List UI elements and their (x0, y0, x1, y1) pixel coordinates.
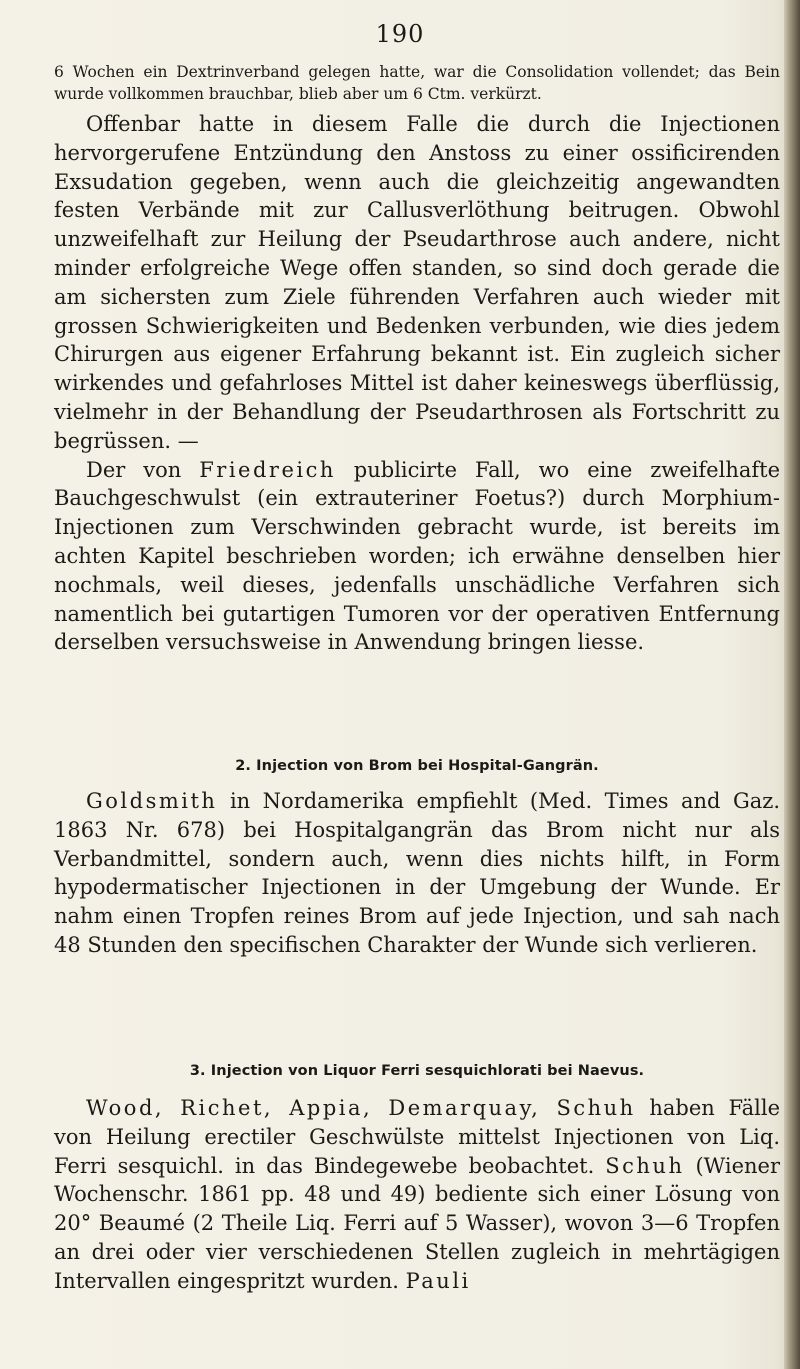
authors-naevus: Wood, Richet, Appia, Demarquay, Schuh (86, 1096, 636, 1120)
paragraph-friedreich-text: publicirte Fall, wo eine zweifelhafte Bauchgeschwulst (ein extrauteriner Foetus?) durch Morphium-Injectionen zum Verschwinden gebracht wurde, ist bereits im achten Kapitel beschrieben worden; ich erwähne denselben hier nochmals, weil dieses, jedenfalls unschädliche Verfahren sich namentlich bei gutartigen Tumoren vor der operativen Entfernung derselben versuchsweise in Anwendung bringen liesse. (54, 457, 781, 655)
body-text-block-2 (54, 787, 780, 960)
author-friedreich: Friedreich (199, 457, 336, 482)
page-edge-shadow (784, 0, 800, 1369)
paragraph-naevus-text-1: haben Fälle von Heilung erectiler Geschwülste mittelst Injectionen von Liq. Ferri sesquichl. in das Bindegewebe beobachtet. (54, 1096, 780, 1178)
body-text-block-1 (54, 110, 780, 657)
section-heading-liquor-ferri: 3. Injection von Liquor Ferri sesquichlorati bei Naevus. (189, 1063, 645, 1079)
paragraph-goldsmith (54, 787, 780, 960)
paragraph-naevus-text-2: (Wiener Wochenschr. 1861 pp. 48 und 49) bediente sich einer Lösung von 20° Beaumé (2 Theile Liq. Ferri auf 5 Wasser), wovon 3—6 Tropfen an drei oder vier verschiedenen Stellen zugleich in mehrtägigen Intervallen eingespritzt wurden. (54, 1153, 781, 1293)
body-text-block-3 (54, 1094, 780, 1296)
section-heading-brom: 2. Injection von Brom bei Hospital-Gangrän. (235, 758, 599, 774)
author-pauli: Pauli (405, 1268, 471, 1293)
paragraph-goldsmith-text: in Nordamerika empfiehlt (Med. Times and Gaz. 1863 Nr. 678) bei Hospitalgangrän das Brom nicht nur als Verbandmittel, sondern auch, wenn dies nichts hilft, in Form hypodermatischer Injectionen in der Umgebung der Wunde. Er nahm einen Tropfen reines Brom auf jede Injection, und sah nach 48 Stunden den specifischen Charakter der Wunde sich verlieren. (54, 789, 780, 957)
author-schuh: Schuh (605, 1153, 685, 1178)
author-goldsmith: Goldsmith (86, 789, 218, 813)
paragraph-friedreich-pre: Der von (86, 457, 200, 482)
paragraph-pseudarthrose: Offenbar hatte in diesem Falle die durch die Injectionen hervorgerufene Entzündung den Anstoss zu einer ossificirenden Exsudation gegeben, wenn auch die gleichzeitig angewandten festen Verbände mit zur Callusverlöthung beitrugen. Obwohl unzweifelhaft zur Heilung der Pseudarthrose auch andere, nicht minder erfolgreiche Wege offen standen, so sind doch gerade die am sichersten zum Ziele führenden Verfahren auch wieder mit grossen Schwierigkeiten und Bedenken verbunden, wie dies jedem Chirurgen aus eigener Erfahrung bekannt ist. Ein zugleich sicher wirkendes und gefahrloses Mittel ist daher keineswegs überflüssig, vielmehr in der Behandlung der Pseudarthrosen als Fortschritt zu begrüssen. — (54, 112, 780, 453)
paragraph-naevus (54, 1094, 780, 1296)
paragraph-friedreich (54, 456, 780, 658)
page-number: 190 (375, 20, 425, 48)
continued-case-note: 6 Wochen ein Dextrinverband gelegen hatte, war die Consolidation vollendet; das Bein wurde vollkommen brauchbar, blieb aber um 6 Ctm. verkürzt. (54, 63, 780, 103)
